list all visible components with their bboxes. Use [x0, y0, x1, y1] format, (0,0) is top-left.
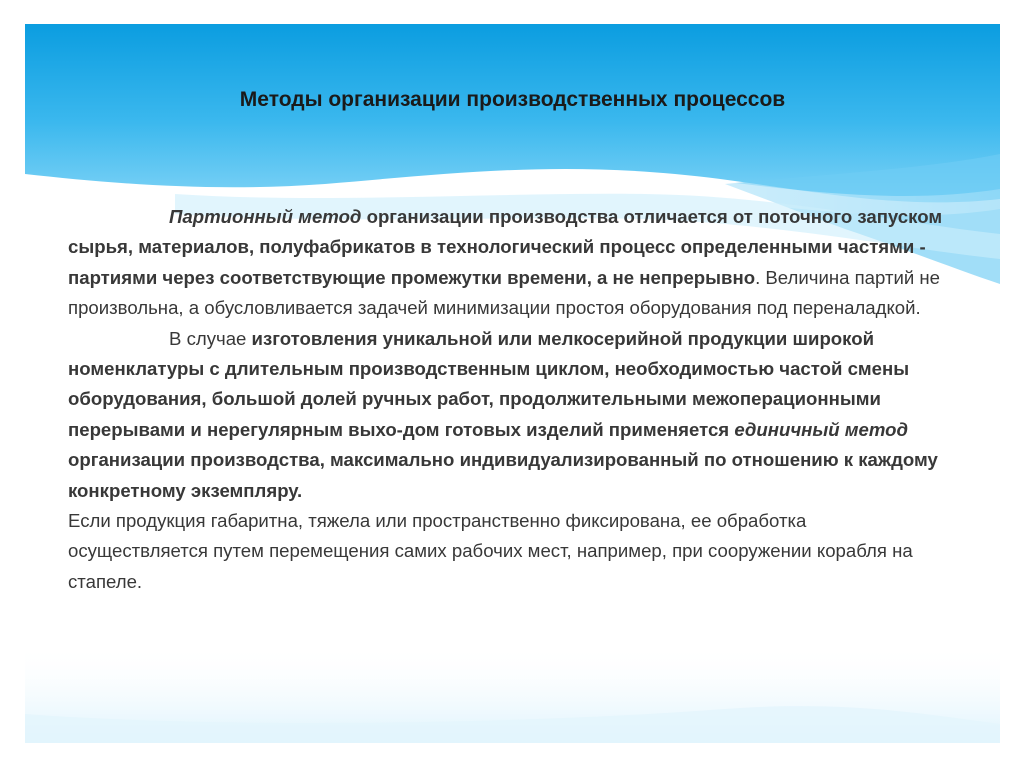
slide-title: Методы организации производственных процессов — [239, 88, 786, 111]
text-segment: . Величина партий не произвольна, а обусловливается задачей минимизации простоя оборудования под переналадкой. — [68, 266, 941, 319]
text-segment: организации производства, максимально индивидуализированный по отношению к каждому конкретному экземпляру. — [68, 449, 938, 501]
text-segment: организации производства отличается от поточного запуском сырья, материалов, полуфабрикатов в технологический процесс определенными частями - партиями через соответствующие промежутки времени, а не непрерывно — [68, 206, 943, 288]
paragraph-single-method — [68, 324, 948, 506]
paragraph-fixed-position — [68, 506, 948, 597]
text-segment: Если продукция габаритна, тяжела или пространственно фиксирована, ее обработка осуществляется путем перемещения самих рабочих мест, например, при сооружении корабля на стапеле. — [68, 510, 913, 592]
text-segment: В случае — [169, 327, 252, 349]
paragraph-batch-method — [68, 202, 948, 324]
term-batch-method: Партионный метод — [169, 206, 362, 227]
slide — [25, 24, 1000, 743]
term-single-method: единичный метод — [734, 418, 909, 440]
text-segment: изготовления уникальной или мелкосерийной продукции широкой номенклатуры с длительным производственным циклом, необходимостью частой смены оборудования, большой долей ручных работ, продолжительными межоперационными перерывами и нерегулярным выхо-дом готовых изделий применяется — [68, 327, 910, 440]
slide-body — [68, 202, 948, 597]
